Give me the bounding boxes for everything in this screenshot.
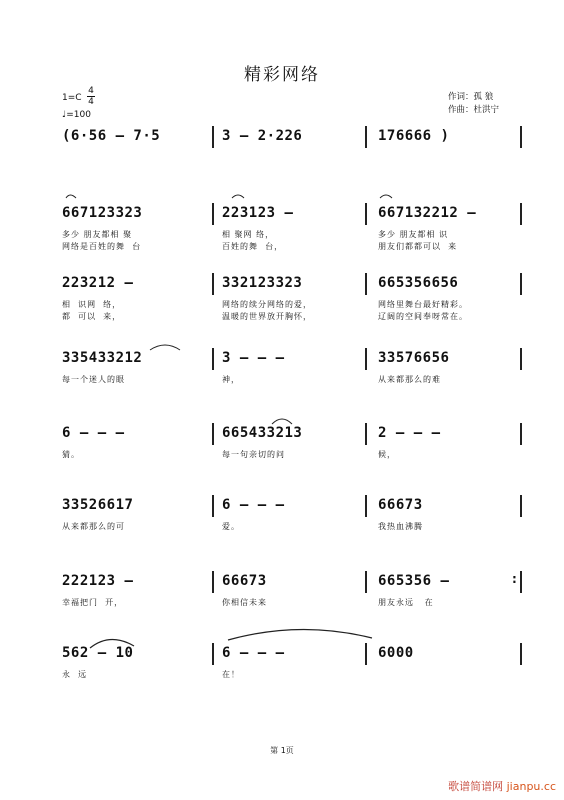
key-signature: 1=C xyxy=(62,93,82,103)
lyric-line: 幸福把门 开， xyxy=(62,598,124,607)
repeat-sign: : xyxy=(512,572,517,586)
measure-notes: 667123323 xyxy=(62,205,143,221)
measure-notes: 222123 — xyxy=(62,573,134,589)
measure-notes: 665356656 xyxy=(378,275,459,291)
measure-notes: 562 — 10 xyxy=(62,645,134,661)
measure-notes: 66673 xyxy=(378,497,423,513)
measure-notes: 33526617 xyxy=(62,497,134,513)
lyric-line: 候， xyxy=(378,450,396,459)
measure-notes: 665356 — xyxy=(378,573,450,589)
slur-arc xyxy=(232,195,244,198)
measure-notes: 3 — 2·226 xyxy=(222,128,303,144)
lyric-line: 朋友们都都可以 来 xyxy=(378,242,458,251)
measure-notes: 223212 — xyxy=(62,275,134,291)
slur-arc xyxy=(380,195,392,198)
time-signature-top: 4 xyxy=(88,86,94,96)
lyric-line: 多少 朋友都相 识 xyxy=(378,230,449,239)
measure-notes: (6·56 — 7·5 xyxy=(62,128,161,144)
measure-notes: 176666 ) xyxy=(378,128,450,144)
lyric-line: 从来都那么的难 xyxy=(378,375,441,384)
measure-notes: 33576656 xyxy=(378,350,450,366)
page-title: 精彩网络 xyxy=(244,65,320,85)
lyric-line: 温暖的世界放开胸怀， xyxy=(222,312,312,321)
lyric-line: 在！ xyxy=(222,670,240,679)
composer-credit: 作曲：杜洪宁 xyxy=(448,105,500,115)
tempo-marking: ♩=100 xyxy=(62,110,91,120)
lyric-line: 网络是百姓的舞 台 xyxy=(62,242,142,251)
lyric-line: 你相信未来 xyxy=(222,598,267,607)
lyric-line: 爱。 xyxy=(222,522,240,531)
measure-notes: 332123323 xyxy=(222,275,303,291)
lyric-line: 辽阔的空间奉呀常在。 xyxy=(378,312,468,321)
measure-notes: 66673 xyxy=(222,573,267,589)
measure-notes: 335433212 xyxy=(62,350,143,366)
lyric-line: 网络里舞台最好精彩。 xyxy=(378,300,468,309)
lyric-line: 网络的续分网络的爱， xyxy=(222,300,312,309)
tie-arc xyxy=(228,629,372,640)
lyricist-credit: 作词：孤 狼 xyxy=(448,92,494,102)
measure-notes: 6 — — — xyxy=(62,425,125,441)
lyric-line: 都 可以 来， xyxy=(62,312,122,321)
tie-arc xyxy=(90,639,134,648)
page-number: 第 1页 xyxy=(270,746,294,755)
time-signature-bottom: 4 xyxy=(88,97,94,107)
measure-notes: 667132212 — xyxy=(378,205,477,221)
lyric-line: 相 识网 络， xyxy=(62,300,122,309)
lyric-line: 百姓的舞 台， xyxy=(222,242,284,251)
measure-notes: 6000 xyxy=(378,645,414,661)
lyric-line: 神， xyxy=(222,375,240,384)
measure-notes: 2 — — — xyxy=(378,425,441,441)
lyric-line: 朋友永远 在 xyxy=(378,598,434,607)
slur-arc xyxy=(272,419,292,424)
measure-notes: 6 — — — xyxy=(222,497,285,513)
measure-notes: 223123 — xyxy=(222,205,294,221)
lyric-line: 多少 朋友都相 聚 xyxy=(62,230,133,239)
lyric-line: 相 聚网 络， xyxy=(222,230,275,239)
slur-arc xyxy=(150,345,180,350)
slur-arc xyxy=(66,195,76,198)
measure-notes: 6 — — — xyxy=(222,645,285,661)
lyric-line: 每一个迷人的眼 xyxy=(62,375,125,384)
lyric-line: 从来都那么的可 xyxy=(62,522,125,531)
measure-notes: 3 — — — xyxy=(222,350,285,366)
lyric-line: 猜。 xyxy=(62,450,80,459)
lyric-line: 每一句亲切的问 xyxy=(222,450,285,459)
lyric-line: 我热血沸腾 xyxy=(378,522,423,531)
site-watermark: 歌谱简谱网 jianpu.cc xyxy=(448,780,556,793)
lyric-line: 永 远 xyxy=(62,670,88,679)
measure-notes: 665433213 xyxy=(222,425,303,441)
